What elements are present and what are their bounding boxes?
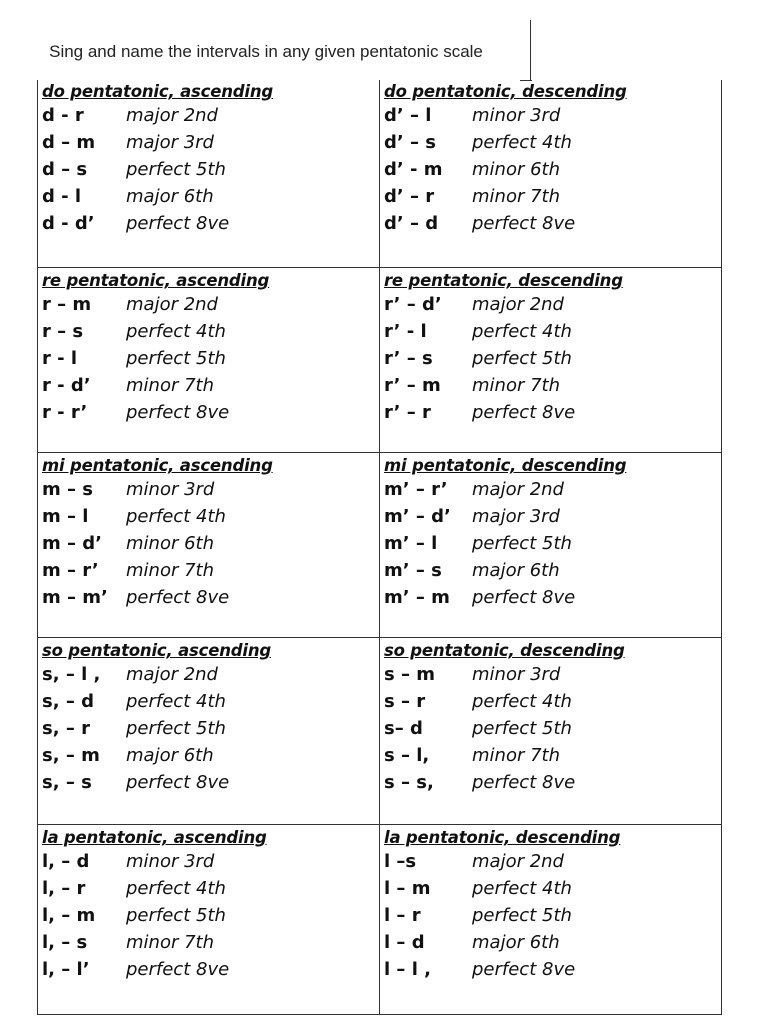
interval-row xyxy=(384,587,626,614)
solfege-pair: l, – d xyxy=(42,851,90,872)
row-divider xyxy=(37,637,722,638)
solfege-pair: d - d’ xyxy=(42,213,95,234)
solfege-pair: r’ – d’ xyxy=(384,294,442,315)
interval-row xyxy=(42,718,271,745)
solfege-pair: r - l xyxy=(42,348,78,369)
solfege-pair: l, – l’ xyxy=(42,959,90,980)
solfege-pair: s, – r xyxy=(42,718,90,739)
solfege-pair: m’ – m xyxy=(384,587,450,608)
interval-row xyxy=(384,878,620,905)
solfege-pair: m’ – l xyxy=(384,533,438,554)
interval-row xyxy=(42,105,273,132)
scale-title: mi pentatonic, descending xyxy=(384,456,627,475)
solfege-pair: m – l xyxy=(42,506,89,527)
interval-row xyxy=(42,506,273,533)
solfege-pair: r’ - l xyxy=(384,321,427,342)
interval-name: major 2nd xyxy=(472,851,564,872)
solfege-pair: d – m xyxy=(42,132,96,153)
interval-row xyxy=(42,878,267,905)
interval-name: perfect 8ve xyxy=(126,213,230,234)
scale-cell xyxy=(42,82,273,240)
solfege-pair: m – s xyxy=(42,479,94,500)
interval-row xyxy=(42,213,273,240)
interval-name: perfect 5th xyxy=(472,533,572,554)
interval-row xyxy=(42,959,267,986)
interval-name: minor 6th xyxy=(472,159,560,180)
interval-row xyxy=(384,159,627,186)
scale-title: la pentatonic, descending xyxy=(384,828,621,847)
interval-row xyxy=(384,506,626,533)
interval-name: minor 3rd xyxy=(472,105,561,126)
interval-row xyxy=(384,932,620,959)
scale-cell xyxy=(42,271,269,429)
solfege-pair: l – l , xyxy=(384,959,431,980)
interval-name: major 2nd xyxy=(126,105,218,126)
scale-cell xyxy=(42,641,271,799)
interval-name: perfect 8ve xyxy=(126,772,230,793)
scale-title: mi pentatonic, ascending xyxy=(42,456,273,475)
scale-cell xyxy=(384,456,626,614)
interval-row xyxy=(384,348,623,375)
solfege-pair: l – m xyxy=(384,878,431,899)
interval-name: minor 7th xyxy=(126,932,214,953)
interval-name: major 2nd xyxy=(472,294,564,315)
solfege-pair: d - r xyxy=(42,105,84,126)
solfege-pair: s, – d xyxy=(42,691,94,712)
interval-name: perfect 4th xyxy=(126,878,226,899)
solfege-pair: r – s xyxy=(42,321,84,342)
interval-row xyxy=(42,587,273,614)
scale-title: re pentatonic, ascending xyxy=(42,271,270,290)
interval-row xyxy=(42,159,273,186)
interval-name: minor 7th xyxy=(472,745,560,766)
interval-row xyxy=(42,560,273,587)
interval-row xyxy=(384,375,623,402)
row-divider xyxy=(37,452,722,453)
solfege-pair: r – m xyxy=(42,294,92,315)
interval-name: perfect 4th xyxy=(472,691,572,712)
interval-name: perfect 8ve xyxy=(126,587,230,608)
interval-row xyxy=(42,321,269,348)
interval-name: perfect 8ve xyxy=(472,402,576,423)
solfege-pair: s, – s xyxy=(42,772,92,793)
interval-row xyxy=(384,664,625,691)
scale-cell xyxy=(42,828,267,986)
solfege-pair: d’ - m xyxy=(384,159,443,180)
interval-name: perfect 5th xyxy=(472,718,572,739)
solfege-pair: m’ – s xyxy=(384,560,442,581)
interval-name: minor 6th xyxy=(126,533,214,554)
solfege-pair: s – r xyxy=(384,691,426,712)
interval-row xyxy=(42,905,267,932)
interval-row xyxy=(42,402,269,429)
interval-name: major 6th xyxy=(472,932,560,953)
interval-name: minor 7th xyxy=(126,375,214,396)
solfege-pair: l, – r xyxy=(42,878,86,899)
solfege-pair: s – m xyxy=(384,664,436,685)
solfege-pair: m – d’ xyxy=(42,533,103,554)
row-divider xyxy=(37,824,722,825)
interval-row xyxy=(42,664,271,691)
scale-title: la pentatonic, ascending xyxy=(42,828,267,847)
interval-row xyxy=(42,375,269,402)
interval-row xyxy=(42,132,273,159)
solfege-pair: m – m’ xyxy=(42,587,108,608)
scale-cell xyxy=(384,641,625,799)
scale-cell xyxy=(384,82,627,240)
interval-name: major 2nd xyxy=(126,664,218,685)
solfege-pair: l – r xyxy=(384,905,421,926)
solfege-pair: r - d’ xyxy=(42,375,91,396)
solfege-pair: d – s xyxy=(42,159,88,180)
solfege-pair: r’ – m xyxy=(384,375,441,396)
interval-row xyxy=(384,745,625,772)
scale-title: re pentatonic, descending xyxy=(384,271,623,290)
solfege-pair: m’ – r’ xyxy=(384,479,448,500)
interval-row xyxy=(384,691,625,718)
interval-name: perfect 8ve xyxy=(126,402,230,423)
interval-name: perfect 8ve xyxy=(472,772,576,793)
solfege-pair: l – d xyxy=(384,932,425,953)
interval-row xyxy=(42,533,273,560)
interval-row xyxy=(384,186,627,213)
interval-row xyxy=(384,213,627,240)
solfege-pair: s– d xyxy=(384,718,423,739)
interval-name: major 6th xyxy=(126,186,214,207)
solfege-pair: m’ – d’ xyxy=(384,506,451,527)
interval-name: minor 3rd xyxy=(126,851,215,872)
interval-name: perfect 5th xyxy=(126,905,226,926)
scale-cell xyxy=(42,456,273,614)
interval-row xyxy=(384,132,627,159)
solfege-pair: s – s, xyxy=(384,772,434,793)
interval-name: major 3rd xyxy=(126,132,214,153)
scale-title: so pentatonic, descending xyxy=(384,641,625,660)
interval-name: minor 7th xyxy=(472,375,560,396)
interval-row xyxy=(42,932,267,959)
interval-row xyxy=(384,294,623,321)
solfege-pair: s, – l , xyxy=(42,664,101,685)
interval-row xyxy=(384,105,627,132)
interval-row xyxy=(42,691,271,718)
interval-row xyxy=(384,959,620,986)
interval-name: perfect 4th xyxy=(472,132,572,153)
solfege-pair: s, – m xyxy=(42,745,100,766)
interval-name: perfect 4th xyxy=(472,878,572,899)
solfege-pair: s – l, xyxy=(384,745,430,766)
interval-row xyxy=(384,772,625,799)
solfege-pair: d’ – s xyxy=(384,132,436,153)
scale-title: do pentatonic, ascending xyxy=(42,82,273,101)
interval-name: perfect 5th xyxy=(472,905,572,926)
interval-name: major 2nd xyxy=(126,294,218,315)
solfege-pair: d - l xyxy=(42,186,82,207)
solfege-pair: l –s xyxy=(384,851,417,872)
interval-row xyxy=(42,772,271,799)
solfege-pair: r’ – s xyxy=(384,348,433,369)
interval-name: minor 7th xyxy=(472,186,560,207)
interval-name: perfect 4th xyxy=(126,506,226,527)
solfege-pair: d’ – d xyxy=(384,213,439,234)
interval-name: perfect 5th xyxy=(126,159,226,180)
interval-row xyxy=(384,533,626,560)
interval-name: major 2nd xyxy=(472,479,564,500)
title-rule xyxy=(530,20,531,80)
interval-row xyxy=(384,479,626,506)
interval-name: perfect 5th xyxy=(472,348,572,369)
solfege-pair: d’ – r xyxy=(384,186,435,207)
interval-name: perfect 4th xyxy=(472,321,572,342)
interval-name: major 3rd xyxy=(472,506,560,527)
solfege-pair: l, – m xyxy=(42,905,96,926)
interval-name: perfect 4th xyxy=(126,691,226,712)
interval-name: minor 3rd xyxy=(472,664,561,685)
interval-row xyxy=(384,905,620,932)
solfege-pair: d’ – l xyxy=(384,105,432,126)
interval-name: minor 7th xyxy=(126,560,214,581)
solfege-pair: m – r’ xyxy=(42,560,99,581)
interval-name: minor 3rd xyxy=(126,479,215,500)
interval-row xyxy=(42,186,273,213)
scale-cell xyxy=(384,828,620,986)
interval-row xyxy=(42,294,269,321)
interval-name: perfect 8ve xyxy=(126,959,230,980)
interval-row xyxy=(42,348,269,375)
scale-cell xyxy=(384,271,623,429)
interval-name: perfect 5th xyxy=(126,348,226,369)
interval-name: perfect 8ve xyxy=(472,213,576,234)
scale-title: so pentatonic, ascending xyxy=(42,641,271,660)
solfege-pair: r’ – r xyxy=(384,402,431,423)
interval-row xyxy=(384,851,620,878)
interval-name: major 6th xyxy=(126,745,214,766)
interval-row xyxy=(42,479,273,506)
row-divider xyxy=(37,267,722,268)
interval-row xyxy=(42,745,271,772)
column-divider xyxy=(379,80,380,1015)
interval-row xyxy=(384,560,626,587)
scale-title: do pentatonic, descending xyxy=(384,82,627,101)
solfege-pair: r - r’ xyxy=(42,402,88,423)
solfege-pair: l, – s xyxy=(42,932,88,953)
interval-row xyxy=(384,321,623,348)
interval-name: perfect 8ve xyxy=(472,587,576,608)
interval-name: major 6th xyxy=(472,560,560,581)
interval-row xyxy=(384,718,625,745)
interval-row xyxy=(42,851,267,878)
interval-row xyxy=(384,402,623,429)
page-title: Sing and name the intervals in any given pentatonic scale xyxy=(49,42,483,61)
interval-name: perfect 4th xyxy=(126,321,226,342)
interval-name: perfect 8ve xyxy=(472,959,576,980)
interval-name: perfect 5th xyxy=(126,718,226,739)
